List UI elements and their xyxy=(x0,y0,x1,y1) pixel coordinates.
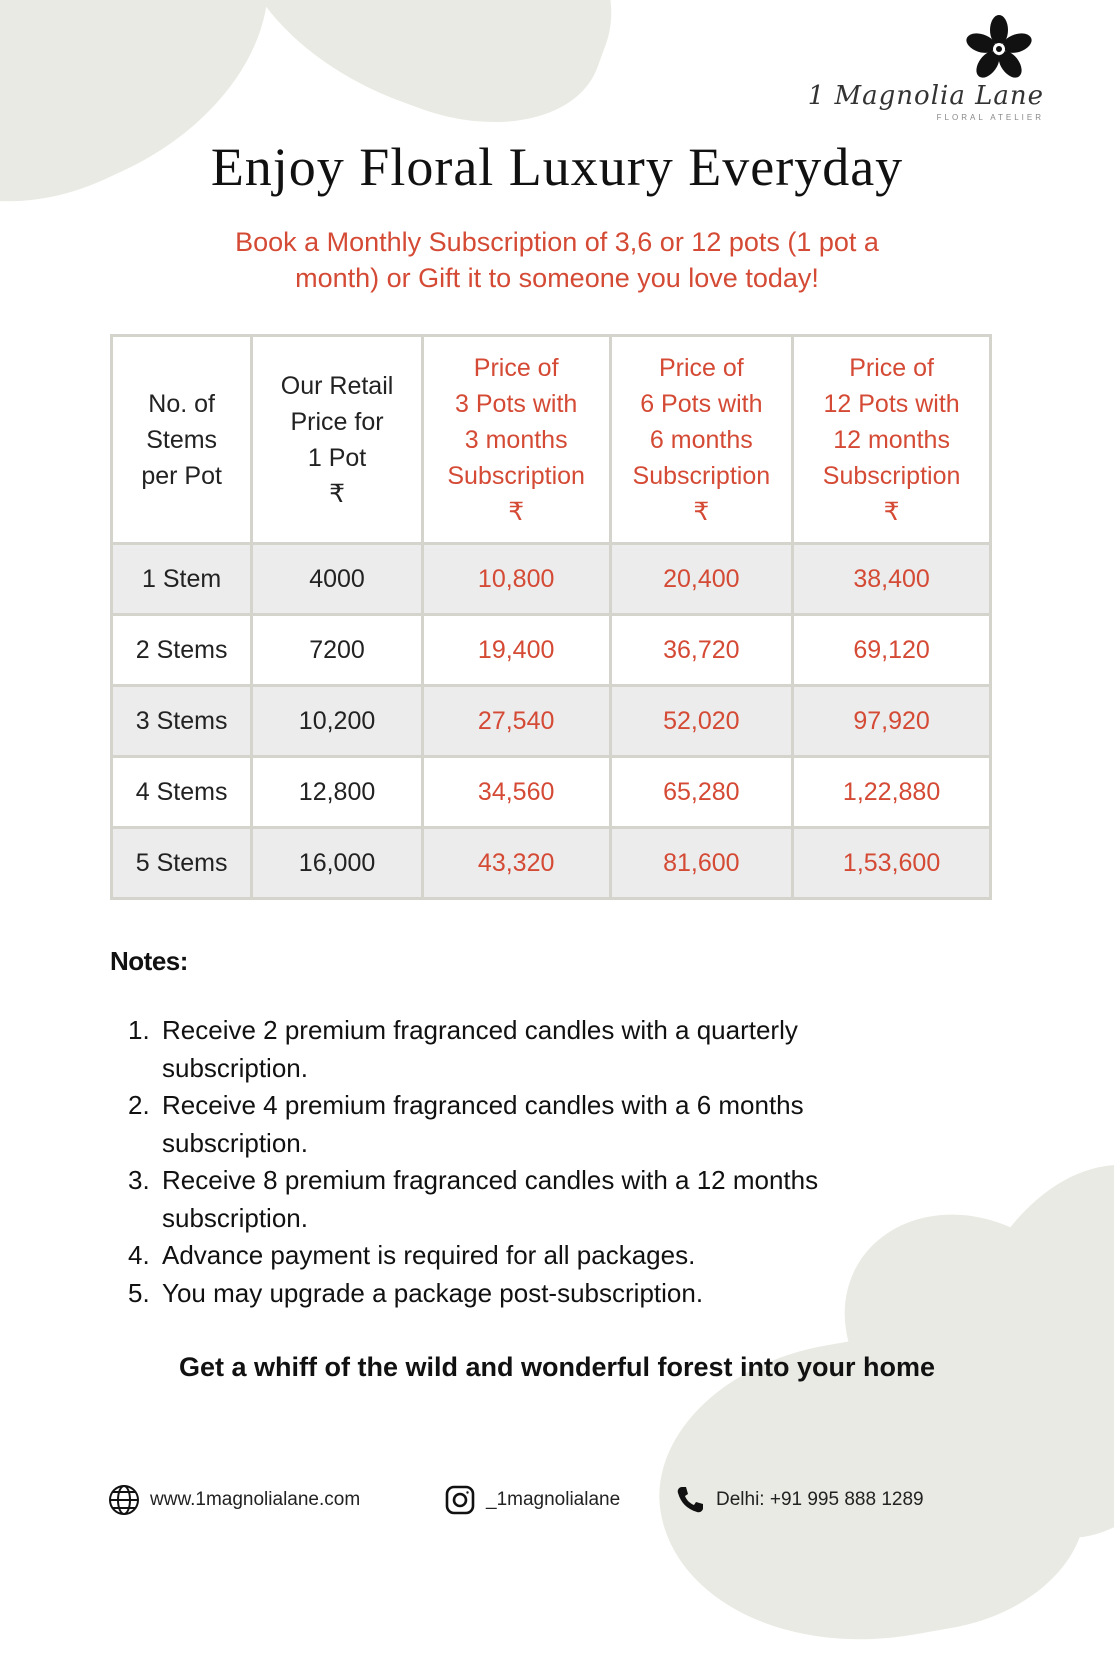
table-row xyxy=(112,544,991,615)
header-line: 3 months xyxy=(464,425,568,454)
header-line: per Pot xyxy=(141,461,222,490)
globe-icon xyxy=(108,1484,140,1516)
header-line: ₹ xyxy=(693,497,710,526)
table-cell-retail: 10,200 xyxy=(252,686,423,757)
table-cell-6-pots: 52,020 xyxy=(610,686,793,757)
header-line: Price for xyxy=(290,407,384,436)
list-item-number: 1. xyxy=(128,1015,150,1045)
header-line: 12 months xyxy=(833,425,950,454)
header-3-pots-price xyxy=(422,336,610,544)
header-line: Our Retail xyxy=(280,371,394,400)
list-item-text: Advance payment is required for all packages. xyxy=(162,1240,696,1270)
footer-website[interactable] xyxy=(108,1484,360,1516)
table-cell-3-pots: 10,800 xyxy=(422,544,610,615)
table-cell-retail: 16,000 xyxy=(252,828,423,899)
header-line: 1 Pot xyxy=(307,443,367,472)
table-cell-3-pots: 19,400 xyxy=(422,615,610,686)
instagram-handle[interactable]: _1magnolialane xyxy=(486,1489,621,1510)
table-cell-6-pots: 20,400 xyxy=(610,544,793,615)
list-item xyxy=(128,1237,928,1275)
header-line: ₹ xyxy=(508,497,525,526)
list-item-text: Receive 8 premium fragranced candles with a 12 months subscription. xyxy=(162,1165,819,1233)
header-line: Subscription xyxy=(632,461,771,490)
table-cell-stems: 1 Stem xyxy=(112,544,252,615)
background-leaf-shape xyxy=(0,0,324,255)
table-row xyxy=(112,615,991,686)
header-line: Price of xyxy=(658,353,744,382)
website-link[interactable]: www.1magnolialane.com xyxy=(150,1489,361,1510)
list-item xyxy=(128,1275,928,1313)
table-cell-retail: 7200 xyxy=(252,615,423,686)
footer-instagram[interactable] xyxy=(444,1484,620,1516)
instagram-icon xyxy=(444,1484,476,1516)
header-line: Subscription xyxy=(447,461,585,490)
page-title: Enjoy Floral Luxury Everyday xyxy=(210,137,904,197)
table-row xyxy=(112,828,991,899)
table-cell-12-pots: 69,120 xyxy=(793,615,991,686)
table-cell-12-pots: 1,53,600 xyxy=(793,828,991,899)
list-item-text: You may upgrade a package post-subscription. xyxy=(162,1277,704,1308)
table-cell-12-pots: 97,920 xyxy=(793,686,991,757)
pricing-table xyxy=(110,334,992,900)
list-item-number: 4. xyxy=(128,1240,150,1270)
header-retail-price xyxy=(252,336,423,544)
magnolia-logo-icon xyxy=(964,14,1034,84)
table-cell-6-pots: 36,720 xyxy=(610,615,793,686)
table-cell-6-pots: 65,280 xyxy=(610,757,793,828)
phone-number[interactable]: Delhi: +91 995 888 1289 xyxy=(716,1489,924,1510)
header-12-pots-price xyxy=(793,336,991,544)
list-item xyxy=(128,1087,928,1162)
header-line: ₹ xyxy=(329,479,345,508)
header-line: 6 Pots with xyxy=(640,389,763,418)
header-line: 6 months xyxy=(649,425,753,454)
header-6-pots-price xyxy=(610,336,793,544)
table-cell-stems: 4 Stems xyxy=(112,757,252,828)
table-cell-12-pots: 1,22,880 xyxy=(793,757,991,828)
brand-tagline: FLORAL ATELIER xyxy=(936,113,1044,122)
closing-tagline: Get a whiff of the wild and wonderful forest into your home xyxy=(179,1352,935,1382)
table-cell-12-pots: 38,400 xyxy=(793,544,991,615)
list-item xyxy=(128,1162,928,1237)
table-row xyxy=(112,757,991,828)
table-cell-3-pots: 34,560 xyxy=(422,757,610,828)
header-line: Price of xyxy=(849,353,934,382)
table-cell-stems: 2 Stems xyxy=(112,615,252,686)
header-line: 12 Pots with xyxy=(823,389,960,418)
list-item-number: 3. xyxy=(128,1165,150,1195)
phone-icon xyxy=(674,1484,706,1516)
header-line: ₹ xyxy=(883,497,900,526)
table-cell-retail: 12,800 xyxy=(252,757,423,828)
table-cell-3-pots: 27,540 xyxy=(422,686,610,757)
header-line: Price of xyxy=(473,353,559,382)
header-line: No. of xyxy=(148,389,215,418)
notes-list xyxy=(128,1012,928,1312)
header-stems-per-pot xyxy=(112,336,252,544)
page-subtitle: Book a Monthly Subscription of 3,6 or 12 pots (1 pot a month) or Gift it to someone you love today! xyxy=(235,227,879,293)
header-line: Stems xyxy=(146,425,218,454)
table-cell-6-pots: 81,600 xyxy=(610,828,793,899)
list-item xyxy=(128,1012,928,1087)
brand-logo xyxy=(784,14,1044,122)
table-row xyxy=(112,686,991,757)
footer-phone[interactable] xyxy=(674,1484,924,1516)
header-line: Subscription xyxy=(822,461,961,490)
table-header-row xyxy=(112,336,991,544)
list-item-text: Receive 2 premium fragranced candles with a quarterly subscription. xyxy=(162,1015,798,1083)
list-item-text: Receive 4 premium fragranced candles with a 6 months subscription. xyxy=(162,1090,804,1158)
list-item-number: 2. xyxy=(128,1090,150,1120)
table-cell-retail: 4000 xyxy=(252,544,423,615)
notes-heading: Notes: xyxy=(110,946,188,976)
header-line: 3 Pots with xyxy=(455,389,578,418)
table-cell-stems: 5 Stems xyxy=(112,828,252,899)
brand-name: 1 Magnolia Lane xyxy=(807,81,1044,111)
table-cell-stems: 3 Stems xyxy=(112,686,252,757)
list-item-number: 5. xyxy=(128,1277,150,1308)
table-cell-3-pots: 43,320 xyxy=(422,828,610,899)
